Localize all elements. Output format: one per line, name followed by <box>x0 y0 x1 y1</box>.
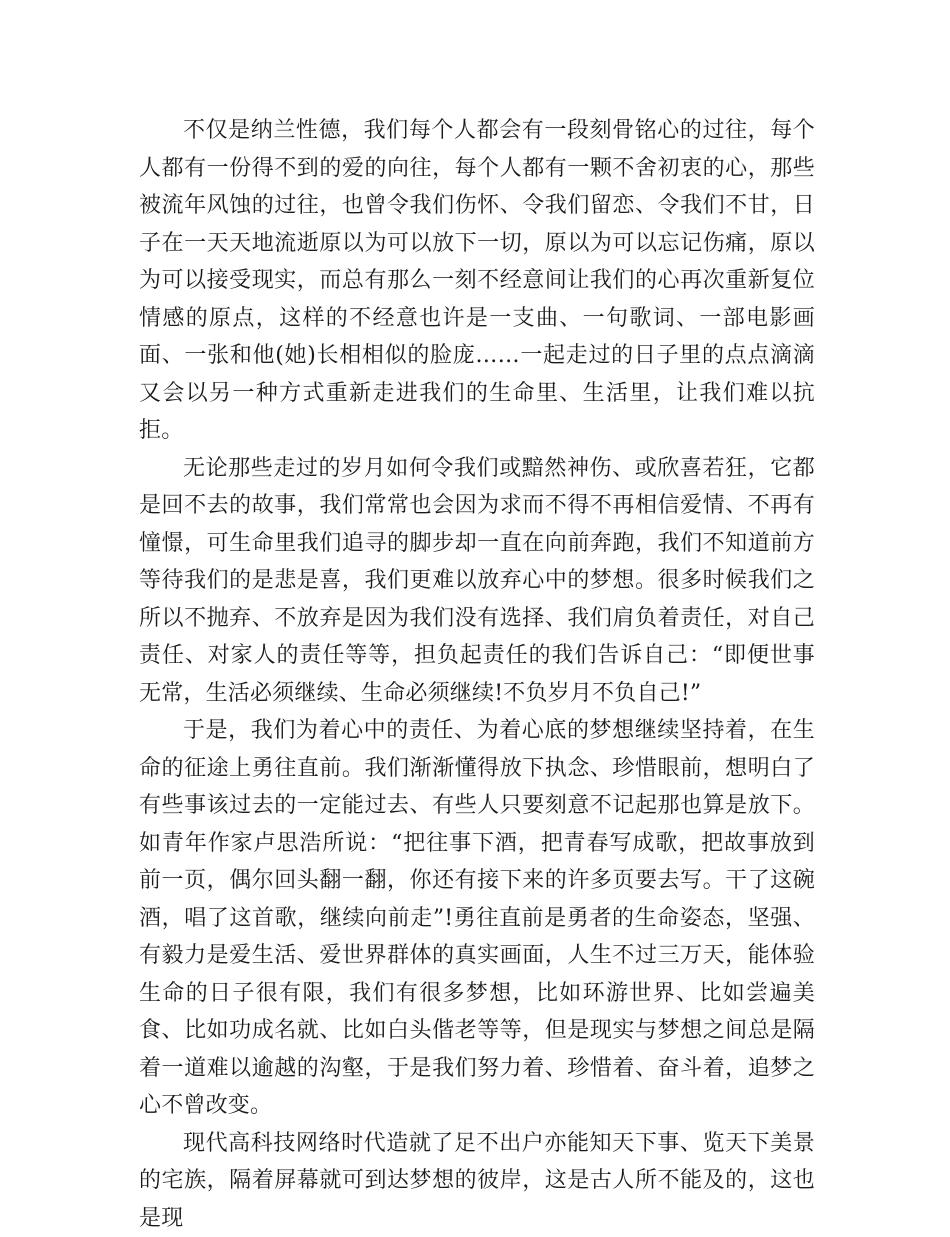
paragraph-4: 现代高科技网络时代造就了足不出户亦能知天下事、览天下美景的宅族，隔着屏幕就可到达梦想的彼岸，这是古人所不能及的，这也是现 <box>139 1125 815 1237</box>
paragraph-1: 不仅是纳兰性德，我们每个人都会有一段刻骨铭心的过往，每个人都有一份得不到的爱的向往，每个人都有一颗不舍初衷的心，那些被流年风蚀的过往，也曾令我们伤怀、令我们留恋、令我们不甘，日子在一天天地流逝原以为可以放下一切，原以为可以忘记伤痛，原以为可以接受现实，而总有那么一刻不经意间让我们的心再次重新复位情感的原点，这样的不经意也许是一支曲、一句歌词、一部电影画面、一张和他(她)长相相似的脸庞……一起走过的日子里的点点滴滴又会以另一种方式重新走进我们的生命里、生活里，让我们难以抗拒。 <box>139 112 815 450</box>
document-body <box>139 112 815 1237</box>
paragraph-3: 于是，我们为着心中的责任、为着心底的梦想继续坚持着，在生命的征途上勇往直前。我们渐渐懂得放下执念、珍惜眼前，想明白了有些事该过去的一定能过去、有些人只要刻意不记起那也算是放下。如青年作家卢思浩所说：“把往事下酒，把青春写成歌，把故事放到前一页，偶尔回头翻一翻，你还有接下来的许多页要去写。干了这碗酒，唱了这首歌，继续向前走”!勇往直前是勇者的生命姿态，坚强、有毅力是爱生活、爱世界群体的真实画面，人生不过三万天，能体验生命的日子很有限，我们有很多梦想，比如环游世界、比如尝遍美食、比如功成名就、比如白头偕老等等，但是现实与梦想之间总是隔着一道难以逾越的沟壑，于是我们努力着、珍惜着、奋斗着，追梦之心不曾改变。 <box>139 712 815 1125</box>
paragraph-2: 无论那些走过的岁月如何令我们或黯然神伤、或欣喜若狂，它都是回不去的故事，我们常常也会因为求而不得不再相信爱情、不再有憧憬，可生命里我们追寻的脚步却一直在向前奔跑，我们不知道前方等待我们的是悲是喜，我们更难以放弃心中的梦想。很多时候我们之所以不抛弃、不放弃是因为我们没有选择、我们肩负着责任，对自己责任、对家人的责任等等，担负起责任的我们告诉自己：“即便世事无常，生活必须继续、生命必须继续!不负岁月不负自己!” <box>139 450 815 713</box>
